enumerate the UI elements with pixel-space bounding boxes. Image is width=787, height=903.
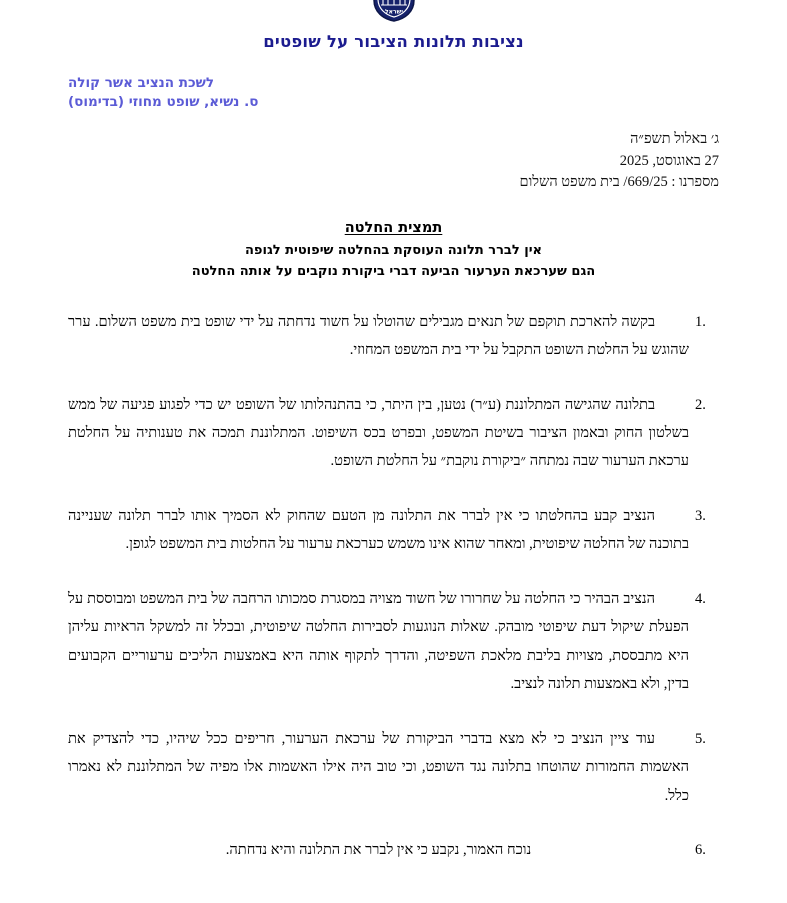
decision-paragraph: [68, 391, 719, 476]
paragraph-number: 3.: [695, 507, 706, 524]
reference-number: מספרנו : 669/25/ בית משפט השלום: [519, 174, 719, 191]
emblem-container: [68, 0, 719, 22]
title-block: [68, 218, 719, 281]
document-subtitle-line-2: הגם שערכאת הערעור הביעה דברי ביקורת נוקבים על אותה החלטה: [191, 263, 596, 279]
paragraph-number: 4.: [695, 590, 706, 607]
decision-paragraph: [68, 836, 719, 864]
paragraph-text: בקשה להארכת תוקפם של תנאים מגבילים שהוטלו על חשוד נדחתה על ידי שופט בית משפט השלום. ערר שהוגש על החלטת השופט התקבל על ידי בית המשפט המחוזי.: [68, 313, 689, 359]
hebrew-date: ג׳ באלול תשפ״ה: [630, 130, 719, 147]
document-meta-block: [68, 129, 719, 194]
document-subtitle-line-1: אין לברר תלונה העוסקת בהחלטה שיפוטית לגופה: [245, 242, 542, 258]
bureau-line-2: ס. נשיא, שופט מחוזי (בדימוס): [68, 94, 259, 111]
organization-title: נציבות תלונות הציבור על שופטים: [263, 32, 524, 51]
paragraph-text: נוכח האמור, נקבע כי אין לברר את התלונה והיא נדחתה.: [225, 841, 532, 858]
commissioner-bureau-block: [68, 74, 719, 113]
paragraph-text: בתלונה שהגישה המתלוננת (ע״ר) נטען, בין היתר, כי בהתנהלותו של השופט יש כדי לפגוע פגיעה של ממש בשלטון החוק ובאמון הציבור בשיטת המשפט, ובפרט בכס השיפוט. המתלוננת תמכה את טענותיה על החלטת ערכאת הערעור שבה נמתחה ״ביקורת נוקבת״ על החלטת השופט.: [68, 396, 689, 470]
bureau-line-1: לשכת הנציב אשר קולה: [68, 74, 214, 91]
decision-paragraph: [68, 308, 719, 365]
paragraph-number: 2.: [695, 396, 706, 413]
svg-text:ישראל: ישראל: [384, 8, 403, 16]
gregorian-date: 27 באוגוסט, 2025: [619, 152, 719, 169]
decision-paragraph: [68, 725, 719, 810]
paragraph-text: עוד ציין הנציב כי לא מצא בדברי הביקורת של ערכאת הערעור, חריפים ככל שיהיו, כדי להצדיק את האשמות החמורות שהוטחו בתלונה נגד השופט, וכי טוב היה אילו האשמות אלו מפיה של המתלוננת לא נאמרו כלל.: [68, 730, 689, 804]
document-title: תמצית החלטה: [344, 220, 443, 237]
decision-paragraph: [68, 502, 719, 559]
decision-paragraph-list: [68, 308, 719, 865]
state-emblem-icon: [372, 0, 416, 22]
paragraph-number: 6.: [695, 841, 706, 858]
paragraph-text: הנציב הבהיר כי החלטה על שחרורו של חשוד מצויה במסגרת סמכותו הרחבה של בית המשפט ומבוססת על הפעלת שיקול דעת שיפוטי מובהק. שאלות הנוגעות לסבירות החלטה שיפוטית, ובכלל זה למשקל הראיות עליהן היא מתבססת, מצויות בליבת מלאכת השפיטה, והדרך לתקוף אותה היא באמצעות הליכים ערעוריים הקבועים בדין, ולא באמצעות תלונה לנציב.: [68, 590, 689, 693]
paragraph-text: הנציב קבע בהחלטתו כי אין לברר את התלונה מן הטעם שהחוק לא הסמיך אותו לברר תלונה שעניינה בתוכנה של החלטה שיפוטית, ומאחר שהוא אינו משמש כערכאת ערעור על החלטות בית המשפט לגופן.: [68, 507, 689, 553]
decision-paragraph: [68, 585, 719, 699]
paragraph-number: 5.: [695, 730, 706, 747]
paragraph-number: 1.: [695, 313, 706, 330]
